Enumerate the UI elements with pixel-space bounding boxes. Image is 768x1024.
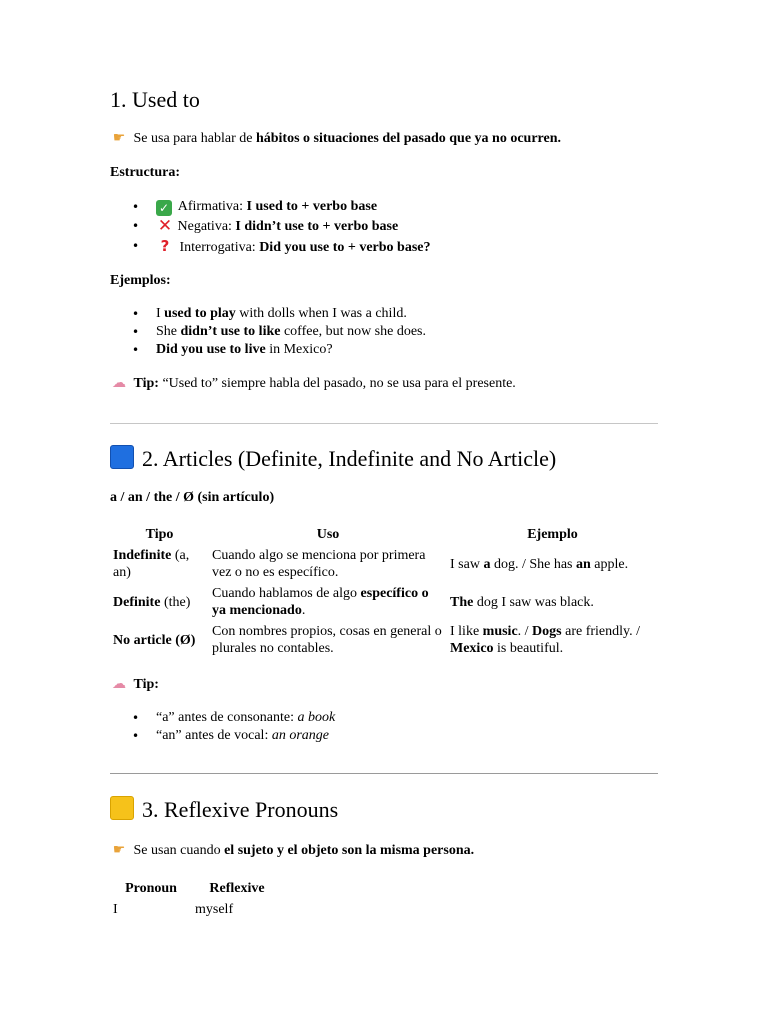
pointing-hand-icon: ☛ — [112, 130, 126, 146]
tips-list — [110, 709, 335, 745]
table-row — [110, 621, 658, 659]
estructura-label: Estructura: — [110, 165, 180, 180]
estructura-list — [110, 198, 431, 257]
tipo-cell: Indefinite (a, an) — [113, 548, 190, 580]
section-3-title: 3. Reflexive Pronouns — [110, 796, 338, 823]
blue-square-icon — [110, 445, 134, 469]
table-header: Pronoun — [125, 881, 177, 896]
table-header: Tipo — [145, 527, 174, 542]
table-header: Reflexive — [209, 881, 265, 896]
check-mark-icon: ✓ — [156, 200, 172, 216]
brain-icon: ☁ — [112, 375, 126, 391]
question-mark-icon: ? — [160, 237, 170, 255]
section-divider — [110, 423, 658, 424]
uso-cell: Con nombres propios, cosas en general o plurales no contables. — [212, 624, 442, 656]
articles-table — [110, 524, 658, 659]
articles-subtitle: a / an / the / Ø (sin artículo) — [110, 490, 275, 505]
pointing-hand-icon: ☛ — [112, 842, 126, 858]
table-row — [110, 583, 658, 621]
list-item: • “an” antes de vocal: an orange — [110, 727, 335, 745]
section-2-tip: ☁ Tip: — [112, 676, 159, 692]
table-header: Ejemplo — [527, 527, 578, 542]
uso-cell: Cuando algo se menciona por primera vez o no es específico. — [212, 548, 426, 580]
list-item: • Did you use to live in Mexico? — [110, 341, 426, 359]
reflexive-table — [110, 878, 282, 920]
list-item: • ? Interrogativa: Did you use to + verbo base? — [110, 237, 431, 257]
brain-icon: ☁ — [112, 676, 126, 692]
cross-mark-icon: ✕ — [157, 216, 173, 236]
ejemplo-cell: The dog I saw was black. — [450, 594, 594, 610]
ejemplos-list — [110, 305, 426, 359]
section-divider — [110, 773, 658, 774]
table-cell: I — [113, 902, 118, 917]
section-2-title: 2. Articles (Definite, Indefinite and No Article) — [110, 445, 556, 472]
table-cell: myself — [195, 902, 234, 917]
tipo-cell: Definite (the) — [113, 594, 191, 610]
ejemplo-cell: I like music. / Dogs are friendly. / Mexico is beautiful. — [450, 624, 640, 656]
yellow-square-icon — [110, 796, 134, 820]
tipo-cell: No article (Ø) — [113, 632, 196, 648]
table-header-row — [110, 524, 658, 545]
section-1-intro: ☛ Se usa para hablar de hábitos o situaciones del pasado que ya no ocurren. — [110, 129, 561, 148]
uso-cell: Cuando hablamos de algo específico o ya mencionado. — [212, 586, 429, 618]
section-1-tip: ☁ Tip: “Used to” siempre habla del pasado, no se usa para el presente. — [112, 375, 516, 391]
list-item: • ✓ Afirmativa: I used to + verbo base — [110, 198, 431, 217]
table-header: Uso — [316, 527, 340, 542]
section-1-title: 1. Used to — [110, 87, 200, 112]
list-item: • ✕ Negativa: I didn’t use to + verbo base — [110, 217, 431, 237]
table-row — [110, 899, 282, 920]
section-3-intro: ☛ Se usan cuando el sujeto y el objeto son la misma persona. — [110, 841, 474, 860]
table-row — [110, 545, 658, 583]
list-item: • “a” antes de consonante: a book — [110, 709, 335, 727]
ejemplo-cell: I saw a dog. / She has an apple. — [450, 556, 629, 572]
list-item: • She didn’t use to like coffee, but now she does. — [110, 323, 426, 341]
table-header-row — [110, 878, 282, 899]
ejemplos-label: Ejemplos: — [110, 273, 171, 288]
list-item: • I used to play with dolls when I was a child. — [110, 305, 426, 323]
